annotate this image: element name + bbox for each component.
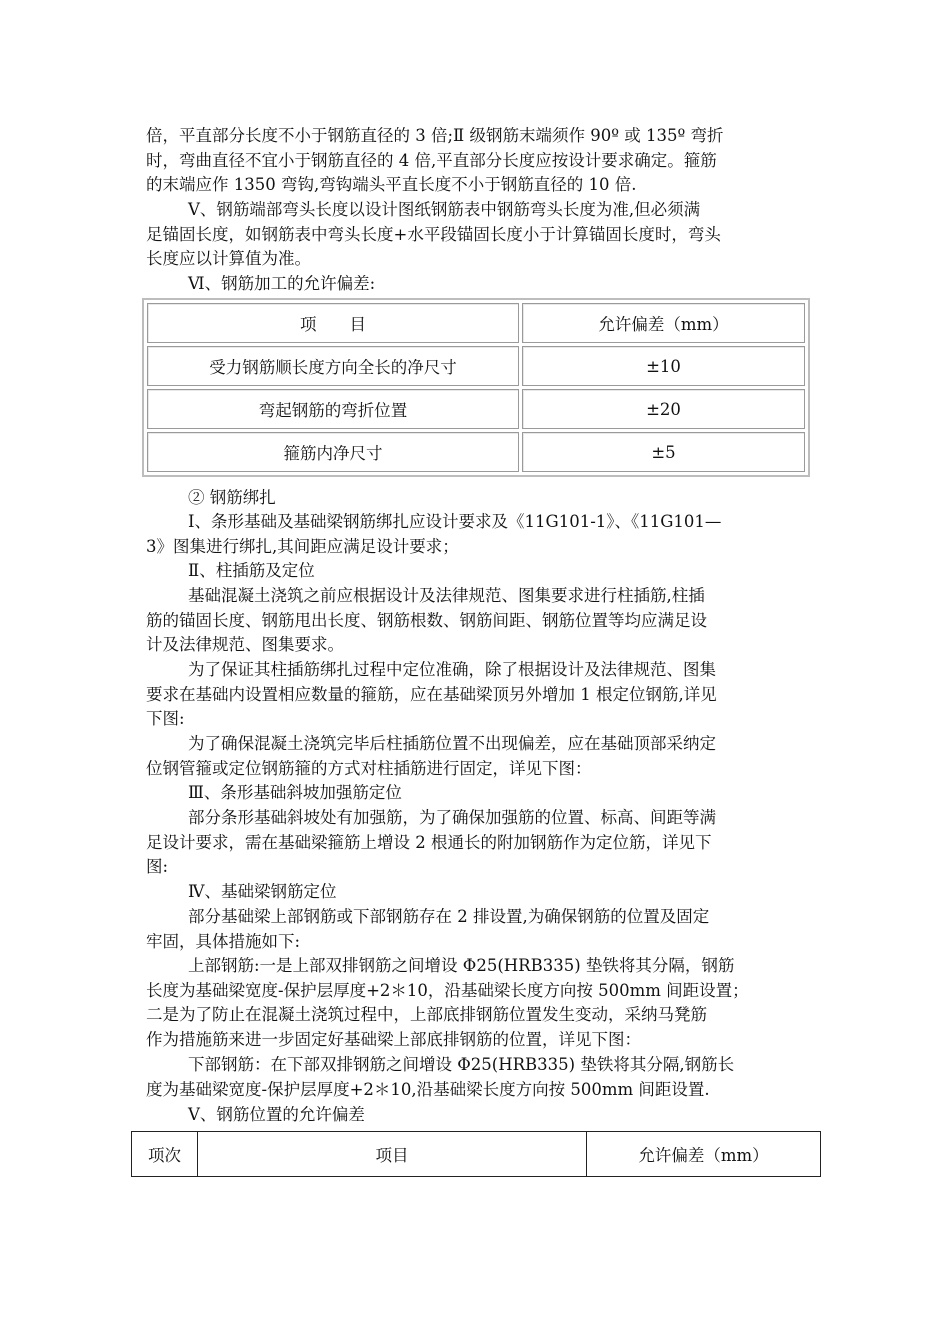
text-line: 倍，平直部分长度不小于钢筋直径的 3 倍;Ⅱ 级钢筋末端须作 90º 或 135º 弯折 [146,126,724,145]
text-line: 牢固，具体措施如下: [146,931,301,951]
paragraph-positioning-bar [146,658,810,732]
text-line: 长度应以计算值为准。 [146,249,311,268]
text-line: 基础混凝土浇筑之前应根据设计及法律规范、图集要求进行柱插筋,柱插 [188,586,705,605]
paragraph-binding-requirements [146,510,810,559]
table-header-cell: 允许偏差（mm） [522,303,805,343]
paragraph-bend-length [146,198,810,272]
paragraph-stirrup-fixing [146,732,810,781]
text-line: Ⅴ、钢筋端部弯头长度以设计图纸钢筋表中钢筋弯头长度为准,但必须满 [188,200,701,219]
text-line: 上部钢筋:一是上部双排钢筋之间增设 Φ25(HRB335) 垫铁将其分隔，钢筋 [188,956,735,975]
heading-rebar-binding [146,486,810,511]
table-header-row [147,303,805,343]
text-line: 下图: [146,709,185,728]
table-cell: 弯起钢筋的弯折位置 [147,389,519,429]
text-line: Ⅳ、基础梁钢筋定位 [188,882,337,901]
position-tolerance-table [131,1131,821,1177]
heading-slope-reinforcement [146,781,810,806]
table-cell: ±10 [522,346,805,386]
text-line: 为了确保混凝土浇筑完毕后柱插筋位置不出现偏差，应在基础顶部采纳定 [188,734,716,753]
text-line: 的末端应作 1350 弯钩,弯钩端头平直长度不小于钢筋直径的 10 倍. [146,175,637,194]
text-line: 要求在基础内设置相应数量的箍筋，应在基础梁顶另外增加 1 根定位钢筋,详见 [146,684,717,704]
text-line: 时，弯曲直径不宜小于钢筋直径的 4 倍,平直部分长度应按设计要求确定。箍筋 [146,150,717,170]
heading-position-tolerance [146,1103,810,1128]
table-header-cell: 项次 [132,1132,198,1177]
text-line: Ⅰ、条形基础及基础梁钢筋绑扎应设计要求及《11G101-1》、《11G101— [188,512,722,531]
table-header-cell: 项目 [198,1132,587,1177]
table-header-cell: 项 目 [147,303,519,343]
table-cell: ±5 [522,432,805,472]
text-line: 3》图集进行绑扎,其间距应满足设计要求； [146,536,459,556]
table-row [147,432,805,472]
paragraph-slope-reinforcement [146,806,810,880]
table-cell: 受力钢筋顺长度方向全长的净尺寸 [147,346,519,386]
paragraph-beam-positioning [146,905,810,954]
text-line: 图: [146,857,169,876]
text-line: 部分条形基础斜坡处有加强筋，为了确保加强筋的位置、标高、间距等满 [188,808,716,827]
paragraph-upper-rebar [146,954,810,1052]
paragraph-lower-rebar [146,1053,810,1102]
heading-processing-tolerance [146,272,810,297]
table-row [147,389,805,429]
text-line: 位钢管箍或定位钢筋箍的方式对柱插筋进行固定，详见下图： [146,758,592,778]
text-line: Ⅴ、钢筋位置的允许偏差 [188,1105,365,1124]
table-cell: 箍筋内净尺寸 [147,432,519,472]
text-line: 计及法律规范、图集要求。 [146,635,344,654]
heading-beam-positioning [146,880,810,905]
text-line: Ⅵ、钢筋加工的允许偏差: [188,274,376,293]
table-cell: ±20 [522,389,805,429]
heading-column-dowels [146,559,810,584]
paragraph-bend-requirements [146,124,810,198]
text-line: 足锚固长度，如钢筋表中弯头长度+水平段锚固长度小于计算锚固长度时，弯头 [146,224,721,244]
text-line: 度为基础梁宽度-保护层厚度+2＊10,沿基础梁长度方向按 500mm 间距设置. [146,1079,710,1099]
table-header-row [132,1132,821,1177]
text-line: 长度为基础梁宽度-保护层厚度+2＊10，沿基础梁长度方向按 500mm 间距设置； [146,980,749,1000]
text-line: 筋的锚固长度、钢筋甩出长度、钢筋根数、钢筋间距、钢筋位置等均应满足设 [146,610,707,630]
text-line: ② 钢筋绑扎 [188,488,276,507]
text-line: 作为措施筋来进一步固定好基础梁上部底排钢筋的位置，详见下图： [146,1029,641,1049]
text-line: Ⅱ、柱插筋及定位 [188,561,315,580]
text-line: Ⅲ、条形基础斜坡加强筋定位 [188,783,402,802]
paragraph-column-dowels [146,584,810,658]
text-line: 足设计要求，需在基础梁箍筋上增设 2 根通长的附加钢筋作为定位筋，详见下 [146,832,712,852]
text-line: 下部钢筋：在下部双排钢筋之间增设 Φ25(HRB335) 垫铁将其分隔,钢筋长 [188,1055,735,1074]
table-row [147,346,805,386]
table-header-cell: 允许偏差（mm） [587,1132,821,1177]
processing-tolerance-table [142,298,810,477]
text-line: 二是为了防止在混凝土浇筑过程中，上部底排钢筋位置发生变动，采纳马凳筋 [146,1005,707,1024]
text-line: 部分基础梁上部钢筋或下部钢筋存在 2 排设置,为确保钢筋的位置及固定 [188,907,710,926]
text-line: 为了保证其柱插筋绑扎过程中定位准确，除了根据设计及法律规范、图集 [188,660,716,679]
